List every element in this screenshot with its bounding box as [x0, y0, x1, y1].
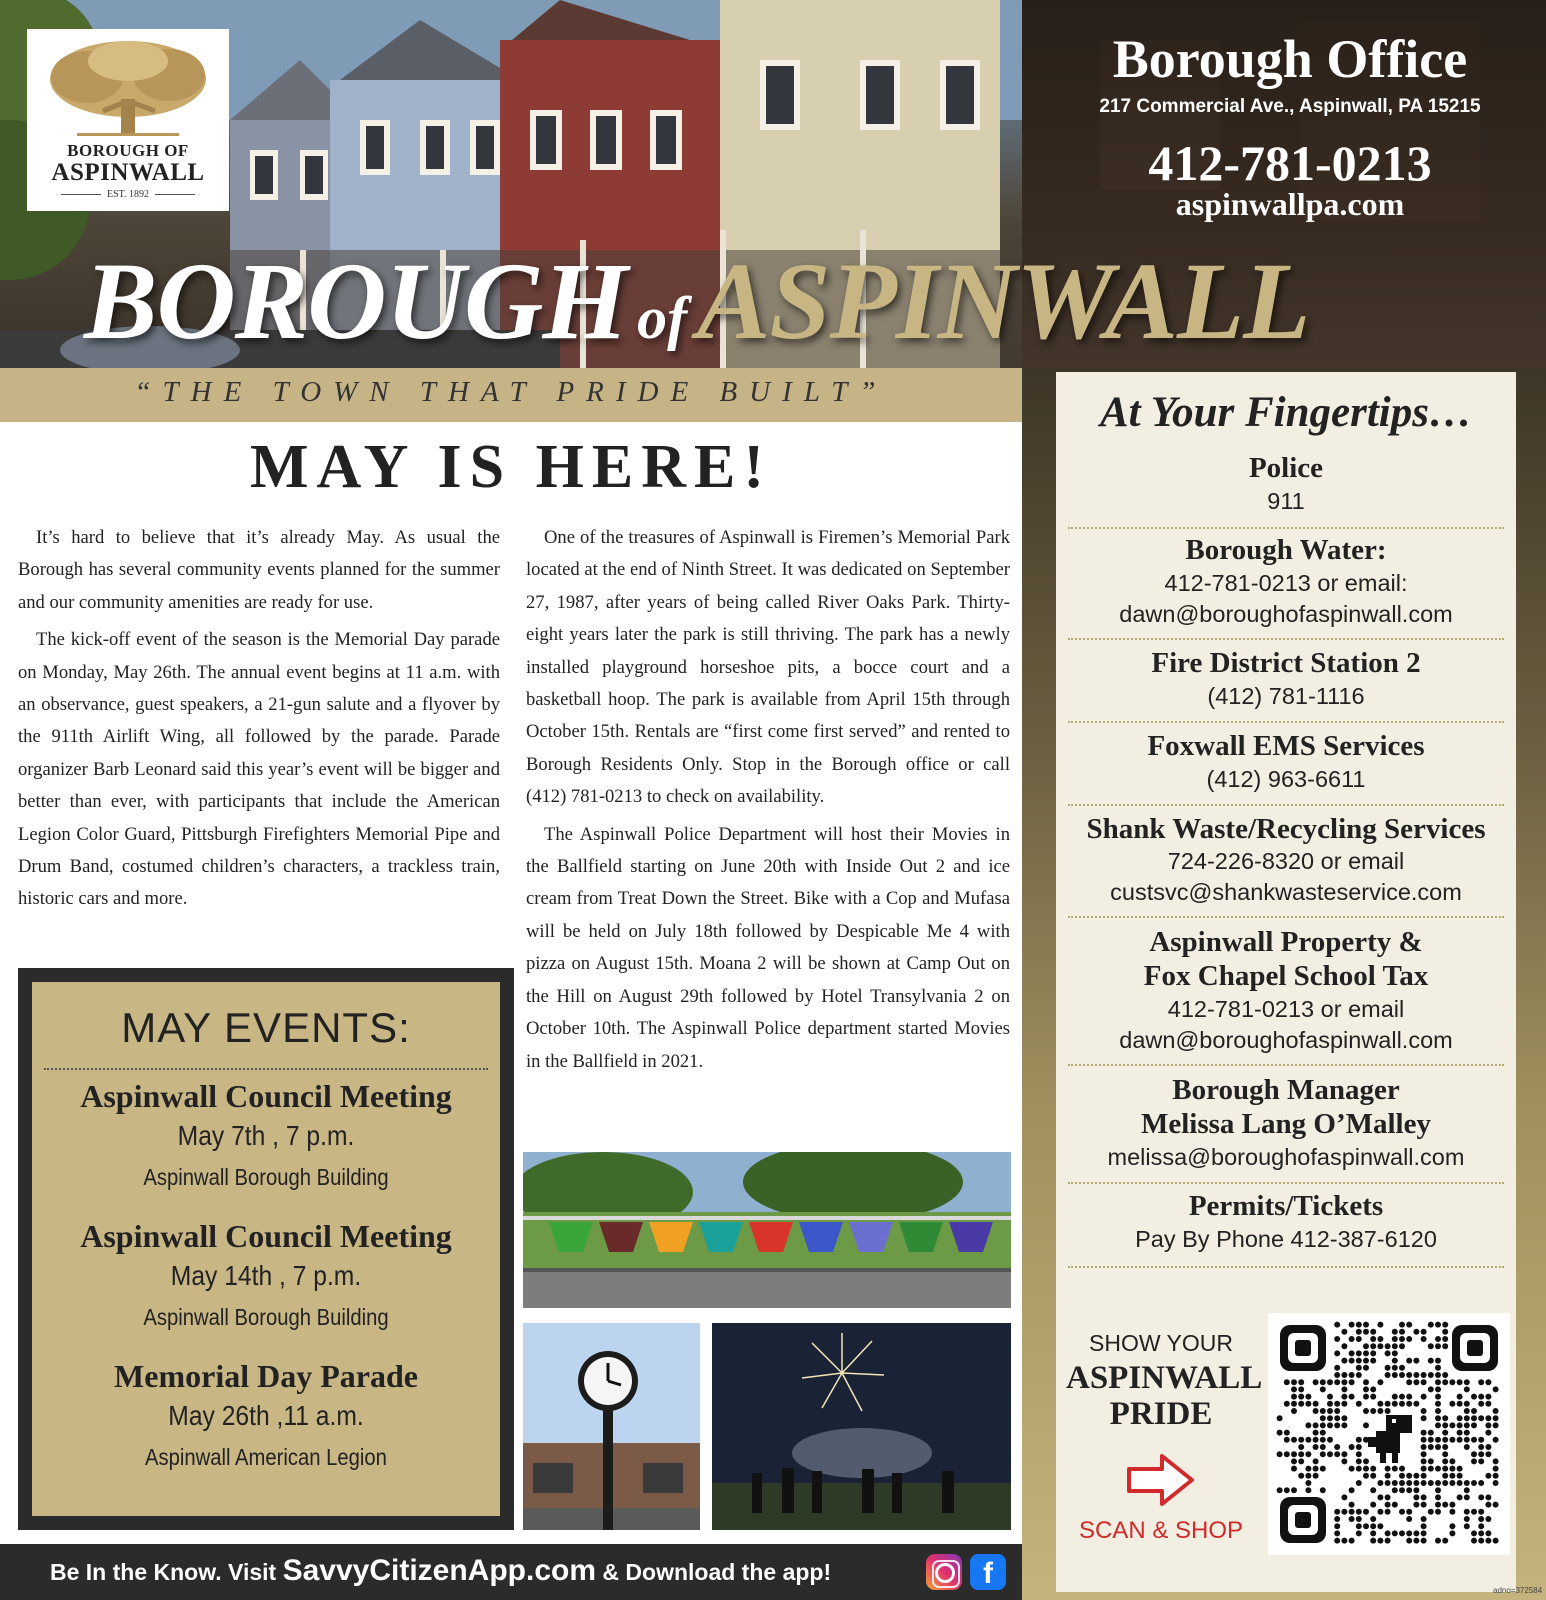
masthead-aspinwall: ASPINWALL	[697, 240, 1310, 362]
facebook-icon[interactable]: f	[970, 1554, 1006, 1590]
contact-divider	[1068, 1266, 1504, 1268]
pride-line3: PRIDE	[1109, 1396, 1213, 1432]
article-paragraph: The kick-off event of the season is the Memorial Day parade on Monday, May 26th. The annual event begins at 11 a.m. with an observance, guest speakers, a 21-gun salute and a flyover by the 911th Airlift Wing, all followed by the parade. Parade organizer Barb Leonard said this year’s event will be bigger and better than ever, with participants that include the American Legion Color Guard, Pittsburgh Firefighters Memorial Pipe and Drum Band, costumed children’s characters, a trackless train, historic cars and more.	[18, 629, 500, 910]
event-date: May 7th , 7 p.m.	[177, 1120, 355, 1151]
contact-detail: 911	[1267, 488, 1305, 514]
office-website-link[interactable]: aspinwallpa.com	[1175, 186, 1405, 222]
article-headline: MAY IS HERE!	[249, 433, 773, 501]
office-address: 217 Commercial Ave., Aspinwall, PA 15215	[1099, 96, 1481, 117]
tagline-bar	[0, 368, 1022, 422]
article-column-right	[526, 522, 1010, 1083]
event-location: Aspinwall Borough Building	[143, 1164, 389, 1190]
logo-established	[27, 189, 229, 200]
event-name: Aspinwall Council Meeting	[80, 1218, 452, 1254]
event-location: Aspinwall Borough Building	[143, 1304, 389, 1330]
fireworks-photo	[712, 1323, 1011, 1530]
footer-text-before: Be In the Know. Visit	[50, 1559, 283, 1585]
contact-divider	[1068, 527, 1504, 529]
office-phone[interactable]: 412-781-0213	[1148, 135, 1432, 191]
logo-est-text: EST. 1892	[106, 189, 150, 200]
event-name: Memorial Day Parade	[114, 1358, 418, 1394]
ballfield-shirts-photo	[523, 1152, 1011, 1308]
contact-detail: 412-781-0213 or email:	[1164, 570, 1408, 596]
contact-divider	[1068, 916, 1504, 918]
events-heading: MAY EVENTS:	[121, 1004, 411, 1051]
contact-detail: Pay By Phone 412-387-6120	[1135, 1226, 1437, 1252]
oak-tree-icon	[47, 39, 209, 139]
contact-divider	[1068, 638, 1504, 640]
masthead-title	[84, 238, 1524, 365]
article-paragraph: One of the treasures of Aspinwall is Firemen’s Memorial Park located at the end of Ninth Street. It was dedicated on September 27, 1987, after years of being called River Oaks Park. Thirty-eight years later the park is still thriving. The park has a newly installed playground horseshoe pits, a bocce court and a basketball hoop. The park is available from April 15th through October 15th. Rentals are “first come first served” and rented to Borough Residents Only. Stop in the Borough office or call (412) 781-0213 to check on availability.	[526, 527, 1010, 808]
town-clock-photo	[523, 1323, 700, 1530]
article-column-left	[18, 522, 500, 921]
pride-heading	[1066, 1360, 1263, 1432]
footer-text	[50, 1554, 831, 1588]
contact-email[interactable]: melissa@boroughofaspinwall.com	[1107, 1144, 1465, 1170]
contact-name: Shank Waste/Recycling Services	[1086, 813, 1486, 845]
fingertips-heading: At Your Fingertips…	[1100, 389, 1472, 436]
masthead-of: of	[637, 285, 688, 351]
event-date: May 26th ,11 a.m.	[168, 1400, 364, 1431]
article-paragraph: The Aspinwall Police Department will host their Movies in the Ballfield starting on June 20th with Inside Out 2 and ice cream from Treat Down the Street. Bike with a Cop and Mufasa will be held on July 18th followed by Despicable Me 4 with pizza on August 15th. Moana 2 will be shown at Camp Out on the Hill on August 29th followed by Hotel Transylvania 2 on October 10th. The Aspinwall Police department started Movies in the Ballfield in 2021.	[526, 823, 1010, 1072]
contact-name: Permits/Tickets	[1188, 1190, 1384, 1222]
event-date: May 14th , 7 p.m.	[170, 1260, 362, 1291]
instagram-icon[interactable]	[926, 1554, 962, 1590]
ad-number: adno=372584	[1493, 1586, 1543, 1595]
contact-detail: 412-781-0213 or email	[1167, 996, 1405, 1022]
events-divider	[44, 1068, 488, 1070]
contact-detail: (412) 963-6611	[1206, 766, 1366, 792]
qr-code[interactable]	[1268, 1313, 1510, 1555]
masthead-borough: BOROUGH	[84, 240, 628, 362]
contact-detail: (412) 781-1116	[1207, 683, 1365, 709]
pride-line2: ASPINWALL	[1066, 1360, 1263, 1396]
article-paragraph: It’s hard to believe that it’s already May. As usual the Borough has several community events planned for the summer and our community amenities are ready for use.	[18, 527, 500, 613]
contact-name: Melissa Lang O’Malley	[1141, 1108, 1431, 1140]
header-banner	[0, 0, 1546, 368]
contact-name: Borough Manager	[1172, 1074, 1400, 1106]
logo-text-line2: ASPINWALL	[51, 159, 205, 186]
logo-text-line1: BOROUGH OF	[67, 141, 189, 160]
contact-divider	[1068, 1182, 1504, 1184]
contact-divider	[1068, 721, 1504, 723]
savvy-citizen-link[interactable]: SavvyCitizenApp.com	[282, 1554, 597, 1587]
contact-name: Foxwall EMS Services	[1147, 730, 1425, 762]
pride-line1: SHOW YOUR	[1089, 1330, 1233, 1356]
footer-bar	[0, 1544, 1030, 1600]
contact-name: Police	[1248, 452, 1324, 484]
contact-name: Fox Chapel School Tax	[1143, 960, 1429, 992]
contact-name: Aspinwall Property &	[1149, 926, 1423, 958]
contact-name: Borough Water:	[1185, 534, 1387, 566]
contact-name: Fire District Station 2	[1151, 647, 1421, 679]
contact-detail: 724-226-8320 or email	[1167, 848, 1405, 874]
borough-logo	[27, 29, 229, 211]
office-title: Borough Office	[1112, 29, 1468, 89]
tagline-text: “THE TOWN THAT PRIDE BUILT”	[134, 376, 888, 408]
contact-divider	[1068, 1064, 1504, 1066]
arrow-right-icon	[1126, 1453, 1196, 1507]
contact-divider	[1068, 804, 1504, 806]
may-events-box	[18, 968, 514, 1530]
contact-email[interactable]: custsvc@shankwasteservice.com	[1110, 879, 1462, 905]
scan-shop-label: SCAN & SHOP	[1078, 1517, 1244, 1544]
contact-email[interactable]: dawn@boroughofaspinwall.com	[1119, 601, 1453, 627]
may-events-panel	[32, 982, 500, 1516]
event-location: Aspinwall American Legion	[145, 1444, 387, 1470]
event-name: Aspinwall Council Meeting	[80, 1078, 452, 1114]
contact-email[interactable]: dawn@boroughofaspinwall.com	[1119, 1027, 1453, 1053]
footer-text-after: & Download the app!	[596, 1559, 832, 1585]
